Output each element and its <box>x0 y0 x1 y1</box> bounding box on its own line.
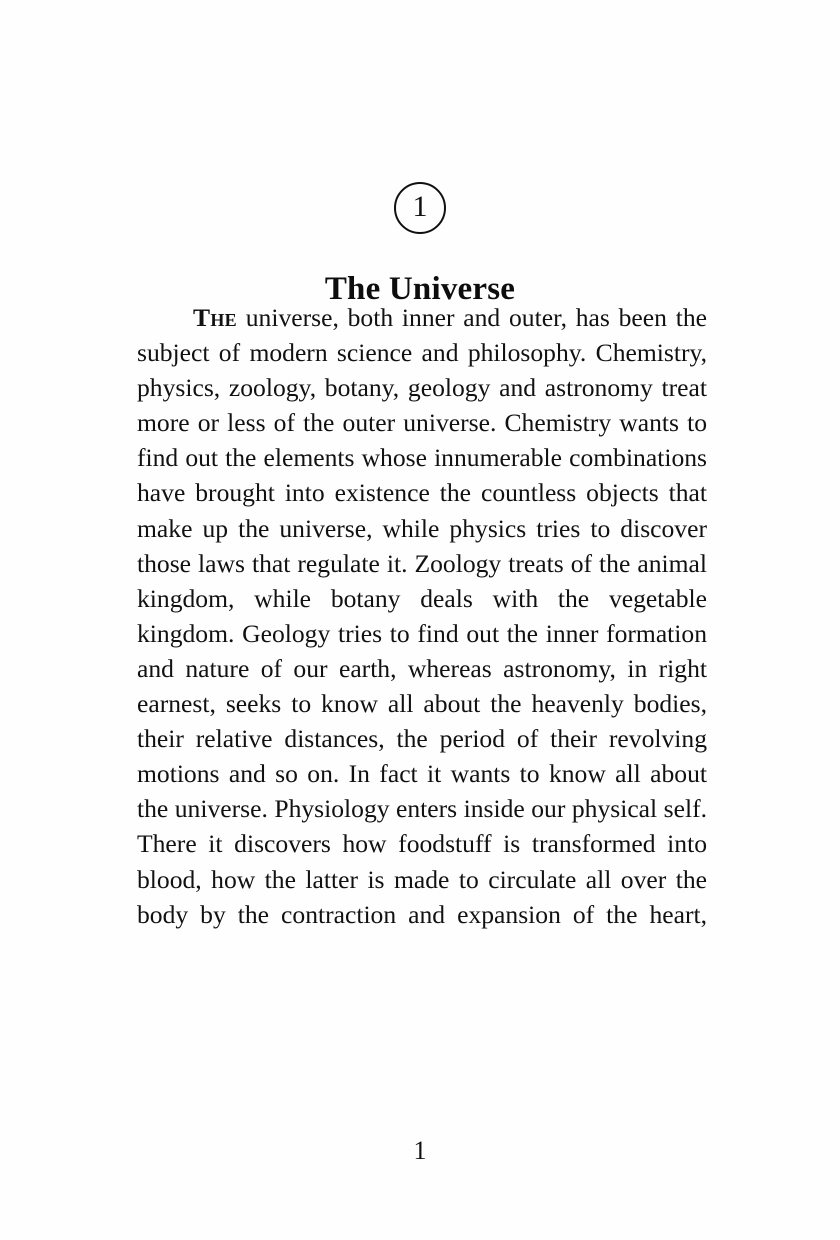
page-number: 1 <box>413 1136 427 1165</box>
body-text-block <box>137 300 707 967</box>
chapter-number-value: 1 <box>412 190 428 223</box>
chapter-number-marker <box>0 182 840 234</box>
chapter-title: The Universe <box>324 271 516 308</box>
paragraph-text: universe, both inner and outer, has been the subject of modern science and philosophy. Chemistry, physics, zoology, botany, geology and astronomy treat more or less of the outer universe. Chemistry wants to find out the elements whose innumerable combinations have brought into existence the countless objects that make up the universe, while physics tries to discover those laws that regulate it. Zoology treats of the animal kingdom, while botany deals with the vegetable kingdom. Geology tries to find out the inner formation and nature of our earth, whereas astronomy, in right earnest, seeks to know all about the heavenly bodies, their relative distances, the period of their revolving motions and so on. In fact it wants to know all about the universe. Physiology enters inside our physical self. There it discovers how foodstuff is transformed into blood, how the latter is made to circulate all over the body by the contraction and expansion of the heart, <box>137 303 707 929</box>
body-paragraph <box>137 300 707 967</box>
paragraph-opening-word: The <box>193 303 237 332</box>
chapter-number-circle-icon <box>394 182 446 234</box>
